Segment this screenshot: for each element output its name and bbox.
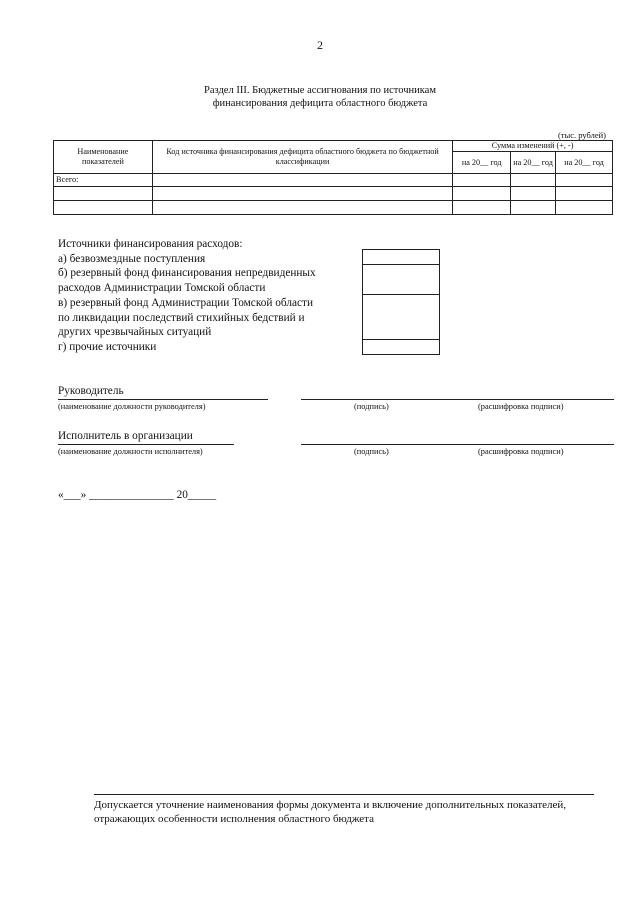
table-cell (453, 201, 511, 215)
table-row-total (54, 174, 613, 187)
funding-source-line: в) резервный фонд Администрации Томской области (58, 296, 314, 309)
funding-sources-value-boxes (362, 249, 440, 355)
footnote-text: Допускается уточнение наименования формы документа и включение дополнительных показателей, отражающих особенности исполнения областного бюджета (94, 799, 567, 825)
funding-source-line: по ликвидации последствий стихийных бедствий и (58, 311, 305, 324)
executor-signature-caption: (подпись) (354, 447, 389, 456)
page-number: 2 (317, 38, 323, 52)
head-position-caption: (наименование должности руководителя) (58, 402, 206, 411)
budget-sources-table (53, 140, 613, 215)
head-decode-caption: (расшифровка подписи) (478, 402, 564, 411)
table-cell (556, 201, 613, 215)
executor-position-line (58, 444, 234, 445)
date-field: «___» _______________ 20_____ (58, 489, 217, 501)
header-indicator-name: Наименование показателей (54, 141, 153, 174)
box-divider (363, 294, 439, 295)
section-title-line-2: финансирования дефицита областного бюджета (212, 98, 428, 109)
header-source-code: Код источника финансирования дефицита областного бюджета по бюджетной классификации (152, 141, 452, 174)
funding-source-line: расходов Администрации Томской области (58, 282, 266, 295)
table-cell (556, 187, 613, 201)
table-header-row (54, 141, 613, 152)
table-cell (152, 187, 452, 201)
section-title-line-1: Раздел III. Бюджетные ассигнования по источникам (204, 85, 436, 96)
header-change-sum: Сумма изменений (+, -) (453, 141, 613, 152)
table-cell (511, 187, 556, 201)
funding-source-line: г) прочие источники (58, 340, 157, 353)
table-cell (556, 174, 613, 187)
executor-decode-caption: (расшифровка подписи) (478, 447, 564, 456)
units-label: (тыс. рублей) (557, 130, 606, 140)
funding-sources-heading: Источники финансирования расходов: (58, 238, 243, 250)
header-year-1: на 20__ год (453, 152, 511, 174)
table-cell (54, 201, 153, 215)
funding-sources-list (58, 237, 358, 355)
section-title (0, 84, 640, 110)
funding-source-line: а) безвозмездные поступления (58, 252, 206, 265)
box-divider (363, 339, 439, 340)
table-cell (152, 174, 452, 187)
funding-source-line: других чрезвычайных ситуаций (58, 326, 212, 339)
head-signature-caption: (подпись) (354, 402, 389, 411)
funding-source-line: б) резервный фонд финансирования непредвиденных (58, 267, 316, 280)
table-cell (54, 187, 153, 201)
table-row (54, 201, 613, 215)
header-year-3: на 20__ год (556, 152, 613, 174)
head-signature-line (301, 399, 614, 400)
box-divider (363, 264, 439, 265)
executor-signature-line (301, 444, 614, 445)
table-cell (453, 174, 511, 187)
footnote-separator (94, 794, 594, 795)
header-year-2: на 20__ год (511, 152, 556, 174)
head-label: Руководитель (58, 385, 124, 397)
table-cell (511, 201, 556, 215)
table-cell (152, 201, 452, 215)
head-position-line (58, 399, 268, 400)
executor-position-caption: (наименование должности исполнителя) (58, 447, 203, 456)
table-cell (453, 187, 511, 201)
executor-label: Исполнитель в организации (58, 430, 193, 442)
total-label: Всего: (54, 174, 153, 187)
table-cell (511, 174, 556, 187)
table-row (54, 187, 613, 201)
